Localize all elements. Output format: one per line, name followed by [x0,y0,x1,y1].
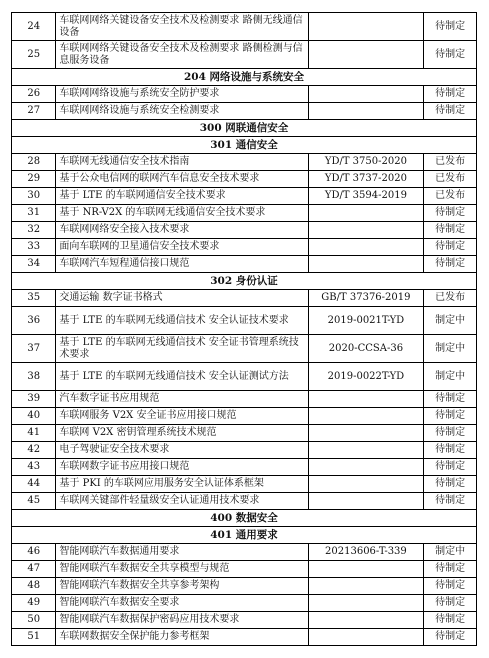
standard-code: GB/T 37376-2019 [308,290,424,307]
standard-name: 车联网汽车短程通信接口规范 [56,256,308,273]
standard-name: 车联网数字证书应用接口规范 [56,459,308,476]
row-number: 29 [12,171,56,188]
standard-name: 智能网联汽车数据保护密码应用技术要求 [56,612,308,629]
standard-code: YD/T 3594-2019 [308,188,424,205]
row-number: 47 [12,561,56,578]
section-header-row [12,137,477,154]
table-row [12,205,477,222]
status-label: 待制定 [424,239,477,256]
table-row [12,86,477,103]
standard-code: YD/T 3750-2020 [308,154,424,171]
table-row [12,335,477,363]
row-number: 37 [12,335,56,363]
standard-name: 智能网联汽车数据安全要求 [56,595,308,612]
table-row [12,595,477,612]
standard-code [308,459,424,476]
table-row [12,391,477,408]
section-title: 401 通用要求 [12,527,477,544]
row-number: 49 [12,595,56,612]
status-label: 待制定 [424,391,477,408]
standards-table-body [12,13,477,646]
standard-code [308,86,424,103]
standard-name: 基于公众电信网的联网汽车信息安全技术要求 [56,171,308,188]
status-label: 待制定 [424,13,477,41]
status-label: 制定中 [424,544,477,561]
row-number: 45 [12,493,56,510]
standard-code: 2020-CCSA-36 [308,335,424,363]
standard-name: 智能网联汽车数据通用要求 [56,544,308,561]
row-number: 27 [12,103,56,120]
standard-code [308,578,424,595]
status-label: 已发布 [424,290,477,307]
row-number: 44 [12,476,56,493]
section-header-row [12,69,477,86]
table-row [12,222,477,239]
standard-name: 交通运输 数字证书格式 [56,290,308,307]
standard-name: 车联网网络安全接入技术要求 [56,222,308,239]
row-number: 51 [12,629,56,646]
standard-name: 基于 LTE 的车联网无线通信技术 安全证书管理系统技术要求 [56,335,308,363]
section-header-row [12,510,477,527]
status-label: 待制定 [424,578,477,595]
status-label: 待制定 [424,103,477,120]
standard-code [308,222,424,239]
standard-name: 基于 LTE 的车联网通信安全技术要求 [56,188,308,205]
status-label: 制定中 [424,307,477,335]
standard-code [308,205,424,222]
table-row [12,290,477,307]
status-label: 待制定 [424,595,477,612]
section-title: 204 网络设施与系统安全 [12,69,477,86]
table-row [12,307,477,335]
row-number: 28 [12,154,56,171]
status-label: 制定中 [424,363,477,391]
table-row [12,239,477,256]
standard-name: 基于 LTE 的车联网无线通信技术 安全认证测试方法 [56,363,308,391]
standard-code [308,425,424,442]
table-row [12,41,477,69]
standard-name: 车联网 V2X 密钥管理系统技术规范 [56,425,308,442]
standard-code [308,442,424,459]
standard-name: 车联网网络关键设备安全技术及检测要求 路侧无线通信设备 [56,13,308,41]
standard-name: 车联网无线通信安全技术指南 [56,154,308,171]
standard-name: 汽车数字证书应用规范 [56,391,308,408]
section-title: 300 网联通信安全 [12,120,477,137]
standard-name: 基于 LTE 的车联网无线通信技术 安全认证技术要求 [56,307,308,335]
table-row [12,103,477,120]
section-title: 400 数据安全 [12,510,477,527]
standard-name: 车联网服务 V2X 安全证书应用接口规范 [56,408,308,425]
status-label: 待制定 [424,222,477,239]
standard-name: 电子驾驶证安全技术要求 [56,442,308,459]
status-label: 已发布 [424,154,477,171]
table-row [12,493,477,510]
status-label: 制定中 [424,335,477,363]
standard-code: 2019-0021T-YD [308,307,424,335]
standard-code: YD/T 3737-2020 [308,171,424,188]
table-row [12,13,477,41]
row-number: 42 [12,442,56,459]
standard-code [308,561,424,578]
table-row [12,363,477,391]
row-number: 43 [12,459,56,476]
table-row [12,408,477,425]
row-number: 25 [12,41,56,69]
standards-table [11,12,477,646]
status-label: 待制定 [424,459,477,476]
standard-code [308,476,424,493]
status-label: 待制定 [424,86,477,103]
table-row [12,629,477,646]
row-number: 38 [12,363,56,391]
table-row [12,476,477,493]
section-header-row [12,527,477,544]
row-number: 30 [12,188,56,205]
standard-name: 智能网联汽车数据安全共享参考架构 [56,578,308,595]
standard-name: 车联网网络设施与系统安全检测要求 [56,103,308,120]
standard-code: 20213606-T-339 [308,544,424,561]
standard-code [308,239,424,256]
row-number: 35 [12,290,56,307]
standard-name: 面向车联网的卫星通信安全技术要求 [56,239,308,256]
standard-name: 基于 PKI 的车联网应用服务安全认证体系框架 [56,476,308,493]
section-header-row [12,120,477,137]
row-number: 34 [12,256,56,273]
standard-code [308,408,424,425]
standard-code: 2019-0022T-YD [308,363,424,391]
table-row [12,561,477,578]
table-row [12,154,477,171]
section-title: 301 通信安全 [12,137,477,154]
status-label: 待制定 [424,476,477,493]
status-label: 待制定 [424,408,477,425]
row-number: 39 [12,391,56,408]
status-label: 已发布 [424,188,477,205]
row-number: 33 [12,239,56,256]
table-row [12,256,477,273]
table-row [12,612,477,629]
standard-code [308,13,424,41]
standard-code [308,41,424,69]
row-number: 41 [12,425,56,442]
standard-code [308,391,424,408]
standard-code [308,629,424,646]
standard-name: 车联网数据安全保护能力参考框架 [56,629,308,646]
table-row [12,425,477,442]
row-number: 26 [12,86,56,103]
status-label: 待制定 [424,561,477,578]
table-row [12,188,477,205]
status-label: 待制定 [424,425,477,442]
standard-code [308,595,424,612]
status-label: 待制定 [424,442,477,459]
status-label: 待制定 [424,629,477,646]
row-number: 40 [12,408,56,425]
row-number: 31 [12,205,56,222]
row-number: 24 [12,13,56,41]
row-number: 32 [12,222,56,239]
standard-code [308,612,424,629]
row-number: 50 [12,612,56,629]
standard-code [308,493,424,510]
status-label: 待制定 [424,205,477,222]
standard-code [308,103,424,120]
table-row [12,578,477,595]
status-label: 已发布 [424,171,477,188]
table-row [12,544,477,561]
standard-name: 智能网联汽车数据安全共享模型与规范 [56,561,308,578]
table-row [12,459,477,476]
standard-name: 车联网网络设施与系统安全防护要求 [56,86,308,103]
table-row [12,442,477,459]
standard-code [308,256,424,273]
status-label: 待制定 [424,493,477,510]
section-title: 302 身份认证 [12,273,477,290]
standard-name: 车联网网络关键设备安全技术及检测要求 路侧检测与信息服务设备 [56,41,308,69]
row-number: 46 [12,544,56,561]
standard-name: 车联网关键部件轻量级安全认证通用技术要求 [56,493,308,510]
table-row [12,171,477,188]
row-number: 36 [12,307,56,335]
section-header-row [12,273,477,290]
standard-name: 基于 NR-V2X 的车联网无线通信安全技术要求 [56,205,308,222]
status-label: 待制定 [424,41,477,69]
status-label: 待制定 [424,256,477,273]
status-label: 待制定 [424,612,477,629]
row-number: 48 [12,578,56,595]
